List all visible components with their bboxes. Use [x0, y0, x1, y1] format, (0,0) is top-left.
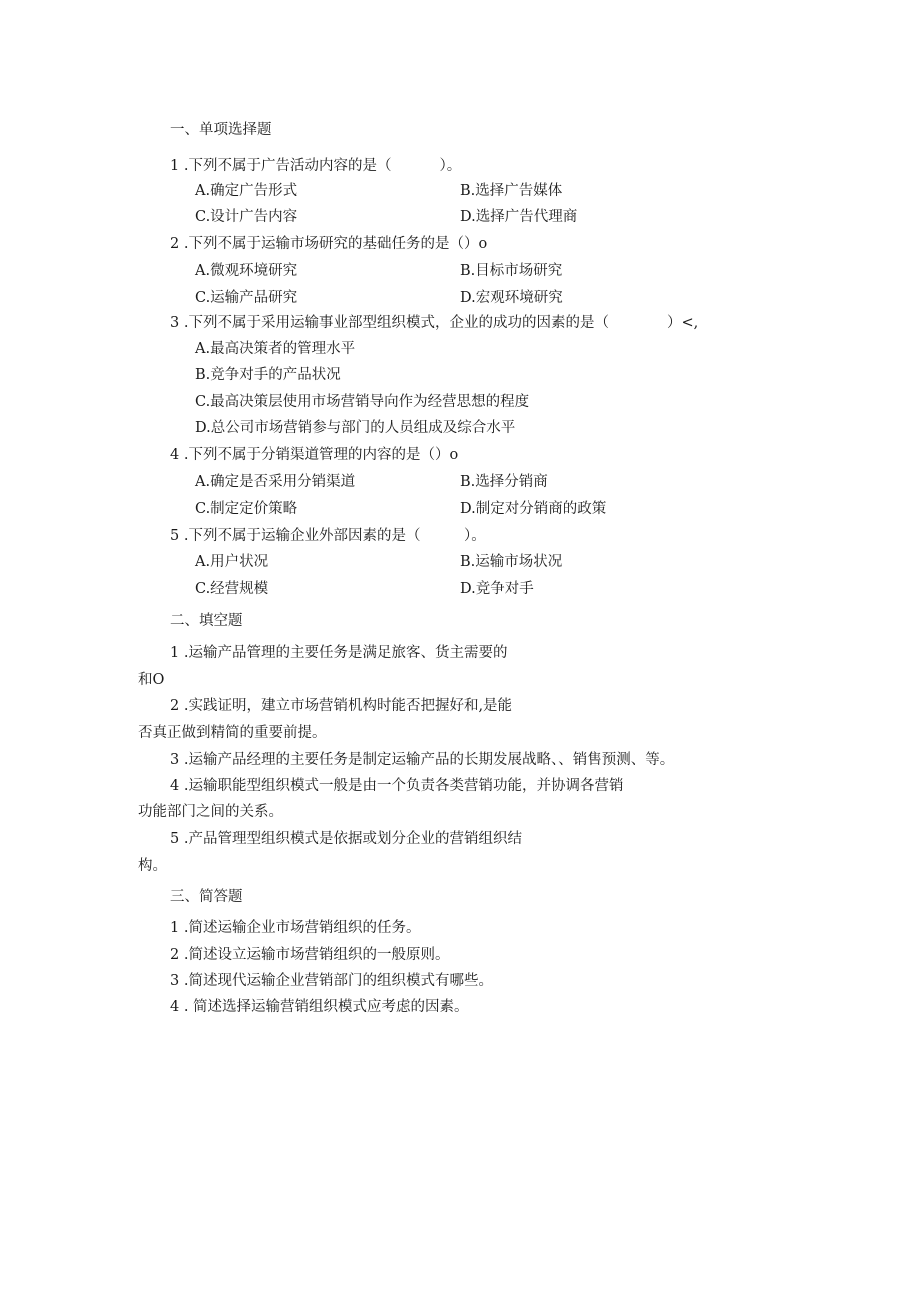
- q4-option-d: D.制定对分销商的政策: [460, 501, 607, 517]
- q3-option-a: A.最高决策者的管理水平: [195, 341, 356, 357]
- q1-option-a: A.确定广告形式: [195, 183, 298, 199]
- q3-option-d: D.总公司市场营销参与部门的人员组成及综合水平: [195, 420, 516, 436]
- short-answer-1: 1 .简述运输企业市场营销组织的任务。: [170, 920, 421, 936]
- q2-option-d: D.宏观环境研究: [460, 290, 563, 306]
- q1-option-c: C.设计广告内容: [195, 209, 298, 225]
- section2-title: 二、填空题: [170, 613, 243, 629]
- q3-option-b: B.竞争对手的产品状况: [195, 367, 341, 383]
- fill4-line2: 功能部门之间的关系。: [138, 804, 283, 820]
- q5-option-a: A.用户状况: [195, 554, 269, 570]
- fill5-line2: 构。: [138, 858, 167, 874]
- q1-option-b: B.选择广告媒体: [460, 183, 563, 199]
- q3-option-c: C.最高决策层使用市场营销导向作为经营思想的程度: [195, 394, 530, 410]
- short-answer-4: 4 . 简述选择运输营销组织模式应考虑的因素。: [170, 999, 469, 1015]
- q4-option-a: A.确定是否采用分销渠道: [195, 474, 356, 490]
- q5-option-b: B.运输市场状况: [460, 554, 563, 570]
- short-answer-3: 3 .简述现代运输企业营销部门的组织模式有哪些。: [170, 973, 493, 989]
- short-answer-2: 2 .简述设立运输市场营销组织的一般原则。: [170, 947, 450, 963]
- q5-option-d: D.竞争对手: [460, 581, 534, 597]
- section1-title: 一、单项选择题: [170, 122, 272, 138]
- fill5-line1: 5 .产品管理型组织模式是依据或划分企业的营销组织结: [170, 831, 522, 847]
- q4-stem: 4 .下列不属于分销渠道管理的内容的是（）o: [170, 447, 459, 463]
- fill1-line2: 和O: [138, 672, 165, 688]
- q1-stem: 1 .下列不属于广告活动内容的是（ ）。: [170, 158, 462, 174]
- q2-stem: 2 .下列不属于运输市场研究的基础任务的是（）o: [170, 236, 488, 252]
- fill1-line1: 1 .运输产品管理的主要任务是满足旅客、货主需要的: [170, 645, 508, 661]
- q4-option-b: B.选择分销商: [460, 474, 548, 490]
- q5-stem: 5 .下列不属于运输企业外部因素的是（ ）。: [170, 528, 486, 544]
- q2-option-b: B.目标市场研究: [460, 263, 563, 279]
- q1-option-d: D.选择广告代理商: [460, 209, 578, 225]
- q5-option-c: C.经营规模: [195, 581, 269, 597]
- q2-option-c: C.运输产品研究: [195, 290, 298, 306]
- section3-title: 三、简答题: [170, 889, 243, 905]
- q4-option-c: C.制定定价策略: [195, 501, 298, 517]
- fill2-line2: 否真正做到精简的重要前提。: [138, 725, 327, 741]
- q2-option-a: A.微观环境研究: [195, 263, 298, 279]
- fill4-line1: 4 .运输职能型组织模式一般是由一个负责各类营销功能，并协调各营销: [170, 778, 624, 794]
- fill3: 3 .运输产品经理的主要任务是制定运输产品的长期发展战略、、销售预测、等。: [170, 752, 675, 768]
- q3-stem: 3 .下列不属于采用运输事业部型组织模式，企业的成功的因素的是（ ）<,: [170, 315, 699, 331]
- fill2-line1: 2 .实践证明，建立市场营销机构时能否把握好和,是能: [170, 698, 513, 714]
